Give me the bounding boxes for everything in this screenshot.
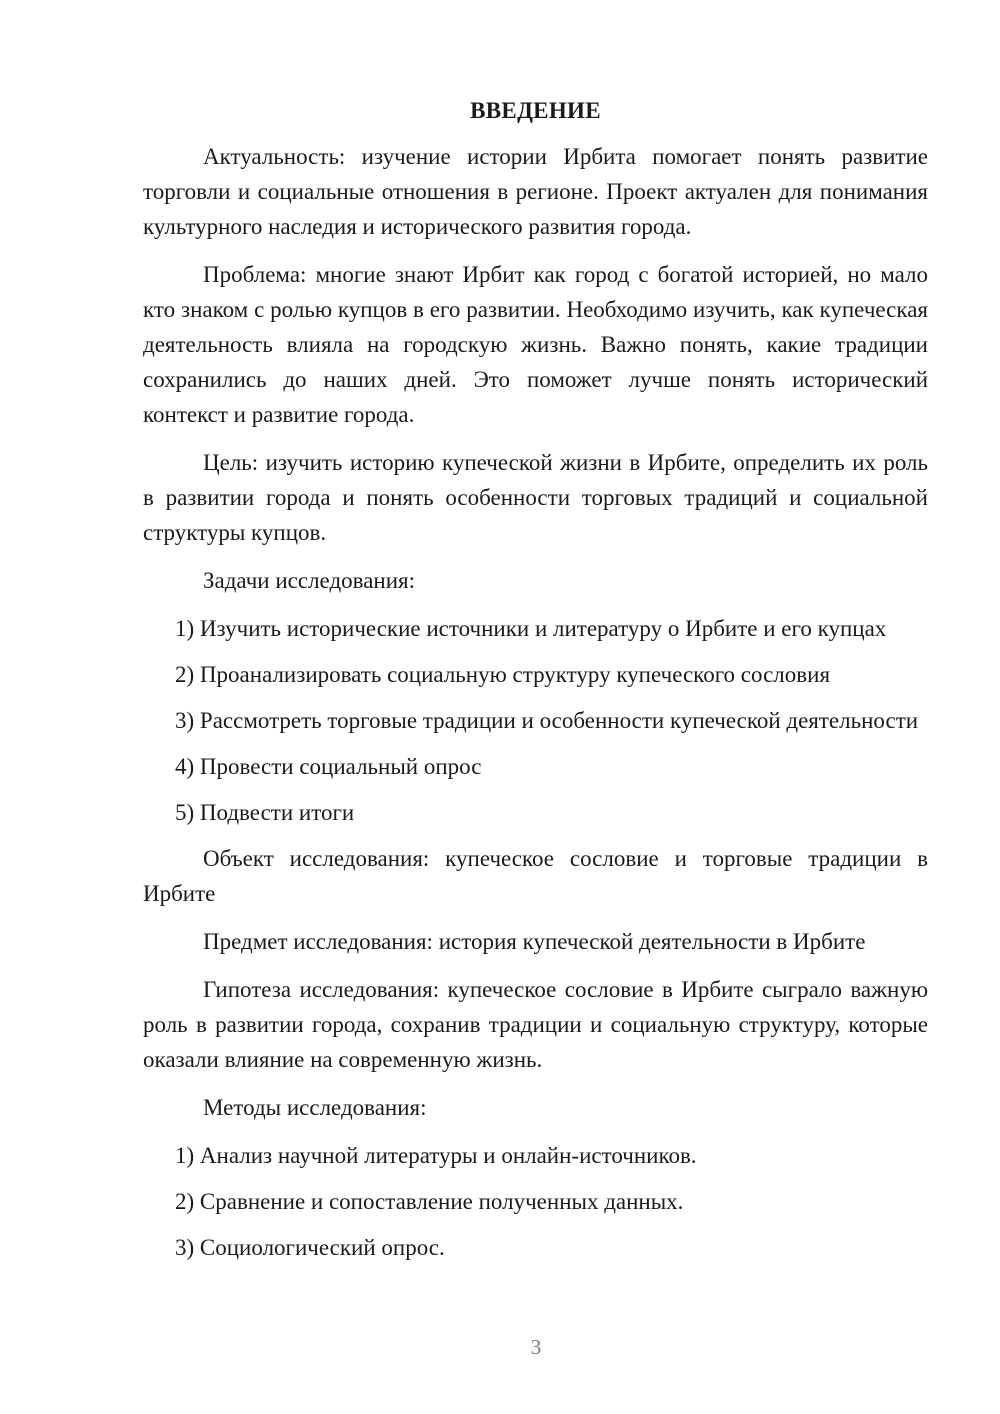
task-item-3: 3) Рассмотреть торговые традиции и особенности купеческой деятельности bbox=[175, 708, 919, 733]
section-heading: ВВЕДЕНИЕ bbox=[470, 98, 601, 123]
page-content bbox=[143, 96, 928, 1276]
method-item-1: 1) Анализ научной литературы и онлайн-источников. bbox=[175, 1143, 697, 1168]
page-number: 3 bbox=[530, 1335, 542, 1359]
methods-title: Методы исследования: bbox=[203, 1095, 427, 1120]
goal-paragraph: Цель: изучить историю купеческой жизни в Ирбите, определить их роль в развитии города и понять особенности торговых традиций и социальной структуры купцов. bbox=[143, 450, 928, 545]
problem-paragraph: Проблема: многие знают Ирбит как город с богатой историей, но мало кто знаком с ролью купцов в его развитии. Необходимо изучить, как купеческая деятельность влияла на городскую жизнь. Важно понять, какие традиции сохранились до наших дней. Это поможет лучше понять исторический контекст и развитие города. bbox=[143, 262, 928, 427]
task-item-5: 5) Подвести итоги bbox=[175, 800, 355, 825]
task-item-2: 2) Проанализировать социальную структуру купеческого сословия bbox=[175, 662, 831, 687]
object-paragraph: Объект исследования: купеческое сословие и торговые традиции в Ирбите bbox=[143, 846, 928, 906]
tasks-title: Задачи исследования: bbox=[203, 568, 416, 593]
task-item-4: 4) Провести социальный опрос bbox=[175, 754, 482, 779]
task-item-1: 1) Изучить исторические источники и литературу о Ирбите и его купцах bbox=[175, 616, 887, 641]
method-item-3: 3) Социологический опрос. bbox=[175, 1235, 445, 1260]
hypothesis-paragraph: Гипотеза исследования: купеческое сословие в Ирбите сыграло важную роль в развитии города, сохранив традиции и социальную структуру, которые оказали влияние на современную жизнь. bbox=[143, 977, 928, 1072]
relevance-paragraph: Актуальность: изучение истории Ирбита помогает понять развитие торговли и социальные отношения в регионе. Проект актуален для понимания культурного наследия и исторического развития города. bbox=[143, 144, 928, 239]
method-item-2: 2) Сравнение и сопоставление полученных данных. bbox=[175, 1189, 684, 1214]
subject-paragraph: Предмет исследования: история купеческой деятельности в Ирбите bbox=[203, 929, 866, 954]
